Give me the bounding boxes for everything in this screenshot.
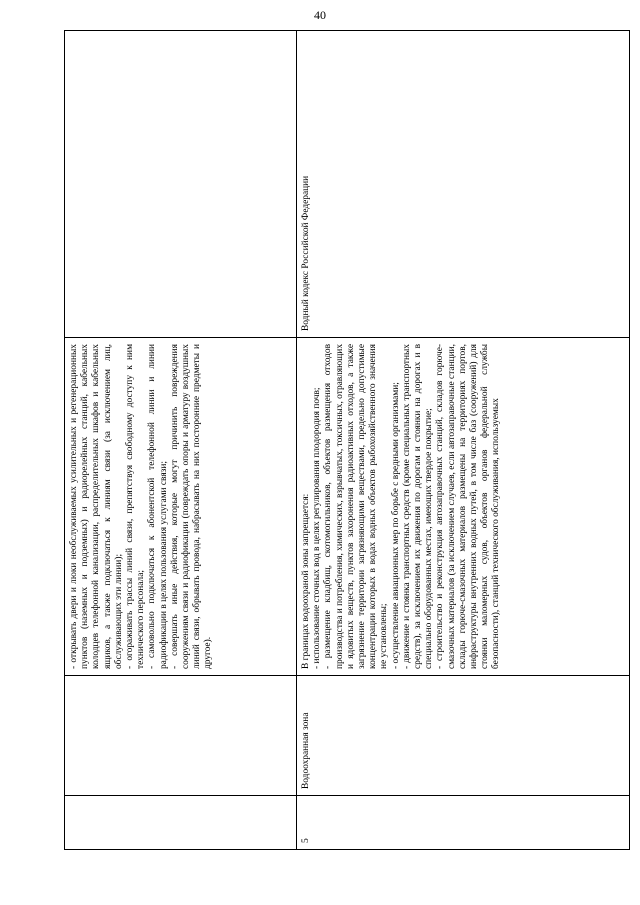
cell-legal-basis: [65, 30, 296, 337]
restriction-line: - совершать иные действия, которые могут причинить повреждения сооружениям связи и радиофикации (повреждать опоры и арматуру воздушных линий связи, обрывать провода, набрасывать на них посторонние предметы и другое).: [169, 341, 214, 669]
restriction-line: - строительство и реконструкция автозаправочных станций, складов горюче-смазочных материалов (за исключением случаев, если автозаправочные станции, склады горюче-смазочных материалов размещены на территориях портов, инфраструктуры внутренних водных путей, в том числе баз (сооружений) для стоянки маломерных судов, объектов органов федеральной службы безопасности), станций технического обслуживания, используемых: [435, 341, 502, 669]
restriction-line: - использование сточных вод в целях регулирования плодородия почв;: [312, 387, 323, 669]
restriction-line: - движение и стоянка транспортных средств (кроме специальных транспортных средств), за исключением их движения по дорогам и стоянки на дорогах и в специально оборудованных местах, имеющих твердое покрытие;: [401, 341, 435, 669]
page-number: 40: [314, 8, 326, 22]
restriction-line: - осуществление авиационных мер по борьбе с вредными организмами;: [390, 382, 401, 669]
restriction-line: - размещение кладбищ, скотомогильников, объектов размещения отходов производства и потребления, химических, взрывчатых, токсичных, отравляющих и ядовитых веществ, пунктов захоронения радиоактивных отходов, а также загрязнение территории загрязняющими веществами, предельно допустимые концентрации которых в водах водных объектов рыбохозяйственного значения не установлены;: [323, 341, 390, 669]
cell-legal-basis: Водный кодекс Российской Федерации: [301, 175, 311, 331]
restrictions-table: [64, 30, 630, 850]
cell-zone-name: Водоохранная зона: [297, 675, 629, 795]
table-row: [65, 30, 297, 849]
restriction-line: В границах водоохраной зоны запрещается:: [301, 493, 311, 669]
restriction-line: - огораживать трассы линий связи, препятствуя свободному доступу к ним технического персонала;: [125, 341, 147, 669]
cell-number: 5: [297, 795, 629, 849]
restriction-line: - открывать двери и люки необслуживаемых усилительных и регенерационных пунктов (наземных и подземных) и радиорелейных станций, кабельных колодцев телефонной канализации, распределительных шкафов и кабельных ящиков, а также подключаться к линиям связи (за исключением лиц, обслуживающих эти линии);: [69, 341, 124, 669]
restriction-line: - самовольно подключаться к абонентской телефонной линии и линии радиофикации в целях пользования услугами связи;: [147, 341, 169, 669]
cell-restrictions: [65, 337, 296, 675]
cell-restrictions: [297, 337, 629, 675]
rotated-table-viewport: [64, 30, 630, 850]
cell-zone-name: [65, 675, 296, 795]
cell-number: [65, 795, 296, 849]
table-row: [297, 30, 629, 849]
